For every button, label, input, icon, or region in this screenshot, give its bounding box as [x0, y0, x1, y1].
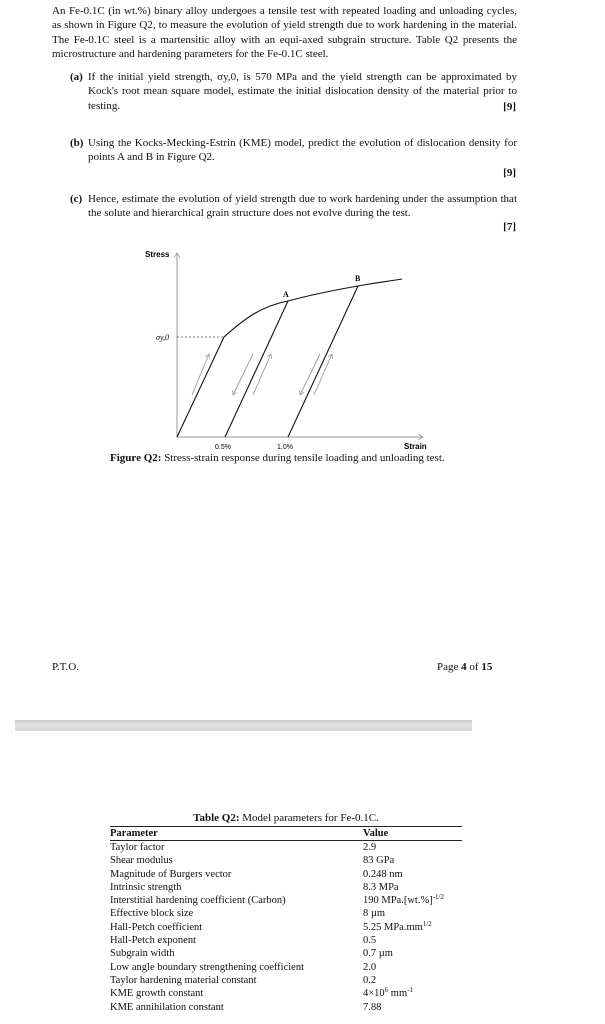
value-cell [363, 868, 462, 881]
parameter-cell: Shear modulus [110, 855, 173, 867]
table-row [110, 1001, 462, 1014]
point-a-label: A [283, 290, 289, 299]
parameter-cell: KME annihilation constant [110, 1001, 224, 1013]
parameter-cell: Magnitude of Burgers vector [110, 868, 232, 880]
value-cell [363, 987, 462, 1000]
value-cell [363, 934, 462, 947]
value-text: 2.0 [363, 961, 377, 973]
figure-caption-label: Figure Q2: [110, 452, 162, 464]
table-title [110, 812, 462, 824]
intro-paragraph: An Fe-0.1C (in wt.%) binary alloy undergoes a tensile test with repeated loading and unloading cycles, as shown in Figure Q2, to measure the evolution of yield strength due to work hardening in the material. The Fe-0.1C steel is a martensitic alloy with an equi-axed subgrain structure. Table Q2 presents the microstructure and hardening parameters for the Fe-0.1C steel. [52, 5, 517, 61]
y-axis-label: Stress [145, 250, 170, 259]
value-text: 83 GPa [363, 855, 395, 867]
arrow-up-icon [253, 354, 271, 395]
parameters-table [110, 826, 462, 1014]
x-axis-label: Strain [404, 442, 427, 451]
question-c-text: Hence, estimate the evolution of yield strength due to work hardening under the assumption that the solute and hierarchical grain structure does not evolve during the test. [88, 193, 517, 220]
page-current: 4 [461, 661, 467, 673]
page-separator [15, 720, 472, 731]
parameter-cell: Intrinsic strength [110, 881, 182, 893]
value-text: 7.88 [363, 1001, 382, 1013]
value-cell [363, 907, 462, 920]
value-text: 190 MPa.[wt.%] [363, 895, 433, 907]
question-c-marks: [7] [503, 221, 516, 233]
sigma-y0-label: σy,0 [156, 333, 170, 342]
value-exponent: 1/2 [422, 919, 432, 928]
table-title-label: Table Q2: [193, 812, 240, 824]
table-title-text: Model parameters for Fe-0.1C. [242, 812, 379, 824]
value-text: 0.7 µm [363, 948, 393, 960]
parameter-cell: Low angle boundary strengthening coefficient [110, 961, 304, 973]
parameter-cell: Interstitial hardening coefficient (Carbon) [110, 895, 286, 907]
header-parameter: Parameter [110, 827, 363, 841]
value-cell [363, 894, 462, 907]
value-text: 0.2 [363, 974, 377, 986]
arrow-down-icon [233, 354, 253, 395]
header-value: Value [363, 827, 462, 841]
value-text: 8.3 MPa [363, 881, 399, 893]
value-cell [363, 1001, 462, 1014]
footer-pto: P.T.O. [52, 661, 79, 673]
table-row [110, 934, 462, 947]
figure-q2-stress-strain [0, 0, 605, 470]
value-cell [363, 974, 462, 987]
table-row [110, 881, 462, 894]
value-cell [363, 841, 462, 855]
page-prefix: Page [437, 661, 462, 673]
table-row [110, 854, 462, 867]
page-of: of [466, 661, 482, 673]
table-row [110, 947, 462, 960]
value-text: 4×10 [363, 988, 385, 1000]
value-cell [363, 921, 462, 934]
value-text: 5.25 MPa.mm [363, 921, 423, 933]
value-cell [363, 854, 462, 867]
question-a-text: If the initial yield strength, σy,0, is 570 MPa and the yield strength can be approximated by Kock's root mean square model, estimate the initial dislocation density of the material prior to testing. [88, 71, 517, 112]
parameter-cell: KME growth constant [110, 988, 204, 1000]
table-row [110, 921, 462, 934]
question-b-label: (b) [70, 137, 84, 149]
unload-line-b [288, 286, 358, 437]
table-row [110, 841, 462, 855]
value-text: 0.248 nm [363, 868, 403, 880]
unload-line-a [225, 301, 288, 437]
stress-strain-curve [177, 279, 402, 437]
question-b-marks: [9] [503, 167, 516, 179]
value-exponent: -1 [407, 986, 413, 995]
tick-label-1-0: 1.0% [277, 444, 293, 451]
parameter-cell: Taylor factor [110, 842, 165, 853]
question-b-text: Using the Kocks-Mecking-Estrin (KME) model, predict the evolution of dislocation density for points A and B in Figure Q2. [88, 137, 517, 164]
table-row [110, 974, 462, 987]
parameter-cell: Effective block size [110, 908, 194, 920]
value-text: 2.9 [363, 842, 377, 853]
value-cell [363, 961, 462, 974]
table-row [110, 894, 462, 907]
table-header-row [110, 827, 462, 841]
question-a-label: (a) [70, 71, 83, 83]
value-cell [363, 881, 462, 894]
point-b-label: B [355, 274, 361, 283]
value-exponent: -1/2 [432, 893, 444, 902]
value-exponent: 6 [384, 986, 389, 995]
parameter-cell: Taylor hardening material constant [110, 974, 257, 986]
tick-label-0-5: 0.5% [215, 444, 231, 451]
value-text: 0.5 [363, 935, 377, 947]
table-row [110, 961, 462, 974]
figure-caption [110, 452, 445, 464]
figure-caption-text: Stress-strain response during tensile loading and unloading test. [164, 452, 445, 464]
table-row [110, 907, 462, 920]
value-cell [363, 947, 462, 960]
value-text: 8 µm [363, 908, 386, 920]
question-a-marks: [9] [503, 101, 516, 113]
page-total: 15 [481, 661, 493, 673]
value-text: mm [388, 988, 408, 1000]
table-row [110, 987, 462, 1000]
parameter-cell: Hall-Petch coefficient [110, 921, 203, 933]
parameter-cell: Hall-Petch exponent [110, 935, 197, 947]
table-row [110, 868, 462, 881]
question-c-label: (c) [70, 193, 83, 205]
parameter-cell: Subgrain width [110, 948, 175, 960]
footer-page-number [437, 661, 492, 673]
